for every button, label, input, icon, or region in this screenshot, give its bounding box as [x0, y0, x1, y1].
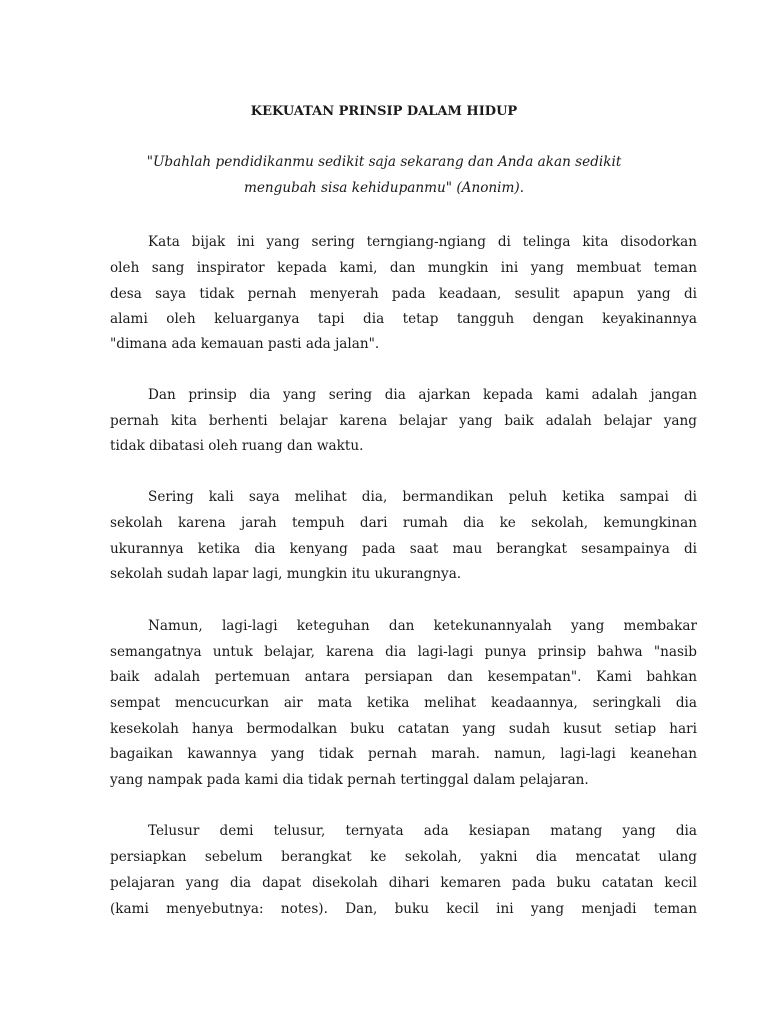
paragraph-4-line: yang nampak pada kami dia tidak pernah tertinggal dalam pelajaran. [110, 772, 589, 788]
paragraph-1-line: Kata bijak ini yang sering terngiang-ngiang di telinga kita disodorkan [148, 234, 697, 250]
quote-line: mengubah sisa kehidupanmu" (Anonim). [243, 180, 525, 196]
paragraph-2-line: pernah kita berhenti belajar karena belajar yang baik adalah belajar yang [110, 413, 697, 429]
paragraph-5-line: (kami menyebutnya: notes). Dan, buku kecil ini yang menjadi teman [110, 901, 697, 917]
paragraph-5-line: pelajaran yang dia dapat disekolah dihari kemaren pada buku catatan kecil [110, 875, 697, 891]
paragraph-3-line: ukurannya ketika dia kenyang pada saat mau berangkat sesampainya di [110, 541, 697, 557]
paragraph-4-line: bagaikan kawannya yang tidak pernah marah. namun, lagi-lagi keanehan [110, 746, 697, 762]
document-title: KEKUATAN PRINSIP DALAM HIDUP [250, 104, 518, 119]
paragraph-1-line: desa saya tidak pernah menyerah pada keadaan, sesulit apapun yang di [110, 286, 697, 302]
paragraph-4-line: baik adalah pertemuan antara persiapan dan kesempatan". Kami bahkan [110, 669, 697, 685]
paragraph-4-line: kesekolah hanya bermodalkan buku catatan yang sudah kusut setiap hari [110, 721, 697, 737]
quote-line: "Ubahlah pendidikanmu sedikit saja sekarang dan Anda akan sedikit [146, 154, 622, 170]
paragraph-2-line: tidak dibatasi oleh ruang dan waktu. [110, 438, 364, 454]
paragraph-4-line: semangatnya untuk belajar, karena dia lagi-lagi punya prinsip bahwa "nasib [110, 644, 697, 660]
paragraph-5-line: persiapkan sebelum berangkat ke sekolah, yakni dia mencatat ulang [110, 849, 697, 865]
paragraph-2-line: Dan prinsip dia yang sering dia ajarkan kepada kami adalah jangan [148, 387, 697, 403]
paragraph-5-line: Telusur demi telusur, ternyata ada kesiapan matang yang dia [148, 823, 697, 839]
paragraph-3-line: Sering kali saya melihat dia, bermandikan peluh ketika sampai di [148, 489, 697, 505]
paragraph-1-line: "dimana ada kemauan pasti ada jalan". [110, 336, 380, 352]
paragraph-4-line: sempat mencucurkan air mata ketika melihat keadaannya, seringkali dia [110, 695, 697, 711]
paragraph-1-line: alami oleh keluarganya tapi dia tetap tangguh dengan keyakinannya [110, 311, 697, 327]
paragraph-3-line: sekolah sudah lapar lagi, mungkin itu ukurangnya. [110, 566, 462, 582]
paragraph-3-line: sekolah karena jarah tempuh dari rumah dia ke sekolah, kemungkinan [110, 515, 697, 531]
paragraph-4-line: Namun, lagi-lagi keteguhan dan ketekunannyalah yang membakar [148, 618, 697, 634]
paragraph-1-line: oleh sang inspirator kepada kami, dan mungkin ini yang membuat teman [110, 260, 697, 276]
